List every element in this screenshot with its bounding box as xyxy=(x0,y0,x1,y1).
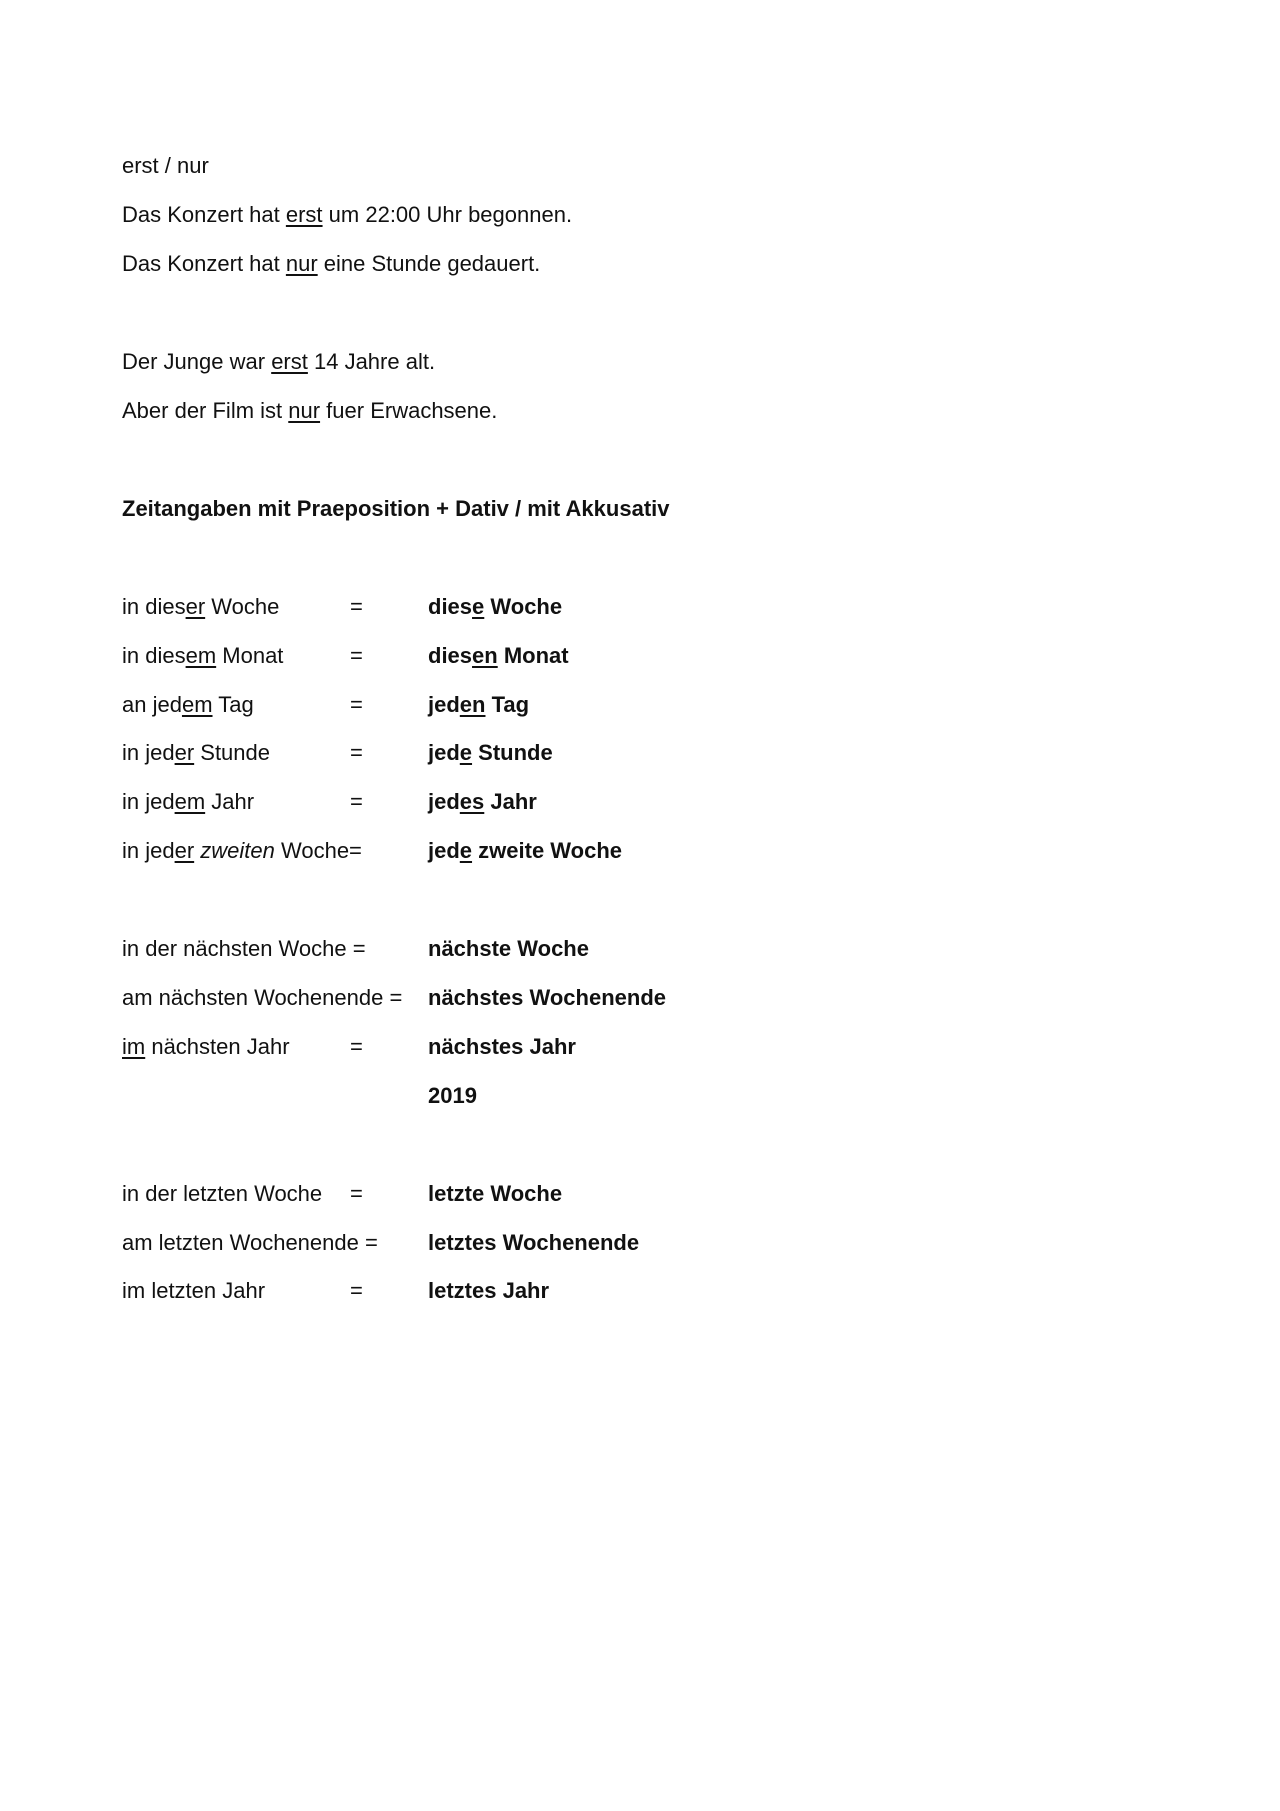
accusative-phrase: jede Stunde xyxy=(428,740,553,765)
equals-sign: = xyxy=(350,789,363,814)
dative-phrase: in dieser Woche xyxy=(122,594,280,619)
underlined-word: erst xyxy=(285,202,323,227)
intro-heading: erst / nur xyxy=(122,153,209,178)
sentence-text: um 22:00 Uhr begonnen. xyxy=(322,202,573,227)
equals-sign: = xyxy=(350,643,363,668)
year-note-row xyxy=(0,1082,1280,1110)
accusative-phrase: letztes Wochenende xyxy=(428,1230,640,1255)
underlined-word: nur xyxy=(285,251,318,276)
equivalence-row xyxy=(0,593,1280,621)
sentence-text: Aber der Film ist xyxy=(122,398,289,423)
sentence-text: 14 Jahre alt. xyxy=(307,349,436,374)
sentence-text: Der Junge war xyxy=(122,349,272,374)
accusative-phrase: jede zweite Woche xyxy=(428,838,623,863)
dative-phrase: in jeder zweiten Woche= xyxy=(122,838,362,863)
accusative-phrase: letzte Woche xyxy=(428,1181,563,1206)
accusative-phrase: letztes Jahr xyxy=(428,1278,550,1303)
equals-sign: = xyxy=(350,594,363,619)
dative-phrase: in der letzten Woche xyxy=(122,1181,323,1206)
equals-sign: = xyxy=(350,1034,363,1059)
dative-phrase: in jedem Jahr xyxy=(122,789,255,814)
equivalence-row xyxy=(0,739,1280,767)
accusative-phrase: jeden Tag xyxy=(428,692,530,717)
example-sentence xyxy=(122,397,497,425)
year-note: 2019 xyxy=(428,1083,477,1108)
underlined-word: nur xyxy=(288,398,321,423)
dative-phrase: in jeder Stunde xyxy=(122,740,270,765)
equivalence-row xyxy=(0,1180,1280,1208)
sentence-text: Das Konzert hat xyxy=(122,202,286,227)
dative-phrase: am nächsten Wochenende = xyxy=(122,985,403,1010)
section-title: Zeitangaben mit Praeposition + Dativ / mit Akkusativ xyxy=(122,496,670,521)
accusative-phrase: nächste Woche xyxy=(428,936,589,961)
equivalence-row xyxy=(0,788,1280,816)
dative-phrase: an jedem Tag xyxy=(122,692,254,717)
equivalence-row xyxy=(0,935,1280,963)
dative-phrase: am letzten Wochenende = xyxy=(122,1230,378,1255)
equals-sign: = xyxy=(350,740,363,765)
accusative-phrase: diese Woche xyxy=(428,594,563,619)
equivalence-row xyxy=(0,691,1280,719)
example-sentence xyxy=(122,250,540,278)
example-sentence xyxy=(122,201,572,229)
equivalence-row xyxy=(0,1033,1280,1061)
equals-sign: = xyxy=(350,1181,363,1206)
dative-phrase: in diesem Monat xyxy=(122,643,284,668)
sentence-text: fuer Erwachsene. xyxy=(320,398,498,423)
accusative-phrase: nächstes Wochenende xyxy=(428,985,666,1010)
equals-sign: = xyxy=(350,692,363,717)
equivalence-row xyxy=(0,642,1280,670)
equivalence-row xyxy=(0,1277,1280,1305)
sentence-text: Das Konzert hat xyxy=(122,251,286,276)
dative-phrase: im letzten Jahr xyxy=(122,1278,266,1303)
dative-phrase: im nächsten Jahr xyxy=(122,1034,290,1059)
dative-phrase: in der nächsten Woche = xyxy=(122,936,366,961)
accusative-phrase: diesen Monat xyxy=(428,643,569,668)
equivalence-row xyxy=(0,984,1280,1012)
accusative-phrase: nächstes Jahr xyxy=(428,1034,576,1059)
equivalence-row xyxy=(0,1229,1280,1257)
underlined-word: erst xyxy=(271,349,308,374)
equals-sign: = xyxy=(350,1278,363,1303)
accusative-phrase: jedes Jahr xyxy=(428,789,537,814)
sentence-text: eine Stunde gedauert. xyxy=(317,251,541,276)
equivalence-row xyxy=(0,837,1280,865)
example-sentence xyxy=(122,348,435,376)
